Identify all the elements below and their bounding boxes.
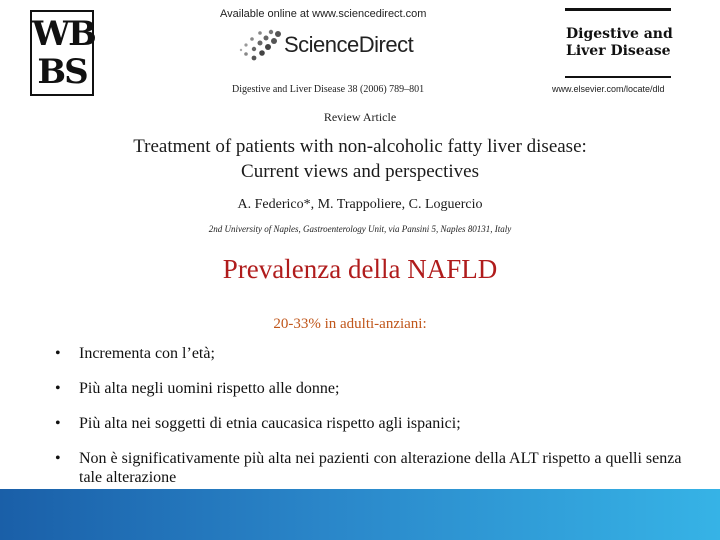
- bullet-text: Incrementa con l’età;: [79, 345, 215, 362]
- wbs-logo-row1: WB: [32, 14, 95, 54]
- bullet-icon: •: [55, 345, 61, 362]
- dld-title-line1: Digestive and: [566, 26, 673, 42]
- bullet-text: Più alta negli uomini rispetto alle donne;: [79, 380, 340, 397]
- sciencedirect-dots-icon: [238, 28, 282, 62]
- paper-title: [0, 134, 720, 184]
- bullet-icon: •: [55, 450, 61, 467]
- wbs-logo-row2: BS: [37, 52, 87, 92]
- paper-affiliation: 2nd University of Naples, Gastroenterology Unit, via Pansini 5, Naples 80131, Italy: [208, 224, 512, 234]
- bullet-text: Non è significativamente più alta nei pazienti con alterazione della ALT rispetto a quelli senza tale alterazione: [79, 450, 682, 486]
- sciencedirect-logo: [238, 28, 428, 62]
- dld-bottom-rule: [565, 76, 671, 78]
- paper-title-line2: Current views and perspectives: [241, 161, 479, 182]
- dld-journal-logo: [560, 6, 676, 90]
- journal-url: www.elsevier.com/locate/dld: [552, 84, 665, 94]
- list-item: [52, 414, 692, 433]
- list-item: [52, 449, 692, 487]
- dld-journal-title: [566, 26, 673, 60]
- sciencedirect-name: ScienceDirect: [284, 32, 414, 57]
- dld-top-rule: [565, 8, 671, 11]
- wbs-logo: [30, 10, 94, 96]
- footer-bar: [0, 489, 720, 540]
- bullet-text: Più alta nei soggetti di etnia caucasica rispetto agli ispanici;: [79, 415, 461, 432]
- bullet-icon: •: [55, 380, 61, 397]
- list-item: [52, 379, 692, 398]
- slide-subheading: 20-33% in adulti-anziani:: [273, 316, 427, 332]
- dld-title-line2: Liver Disease: [566, 43, 671, 59]
- bullet-icon: •: [55, 415, 61, 432]
- paper-authors: A. Federico*, M. Trappoliere, C. Loguercio: [237, 197, 483, 212]
- slide-heading: Prevalenza della NAFLD: [222, 254, 498, 284]
- bullet-list: [52, 344, 692, 503]
- list-item: [52, 344, 692, 363]
- journal-reference: Digestive and Liver Disease 38 (2006) 789–801: [232, 84, 425, 95]
- paper-title-line1: Treatment of patients with non-alcoholic fatty liver disease:: [133, 136, 587, 157]
- article-type: Review Article: [323, 110, 397, 124]
- sciencedirect-available-text: Available online at www.sciencedirect.com: [220, 8, 427, 20]
